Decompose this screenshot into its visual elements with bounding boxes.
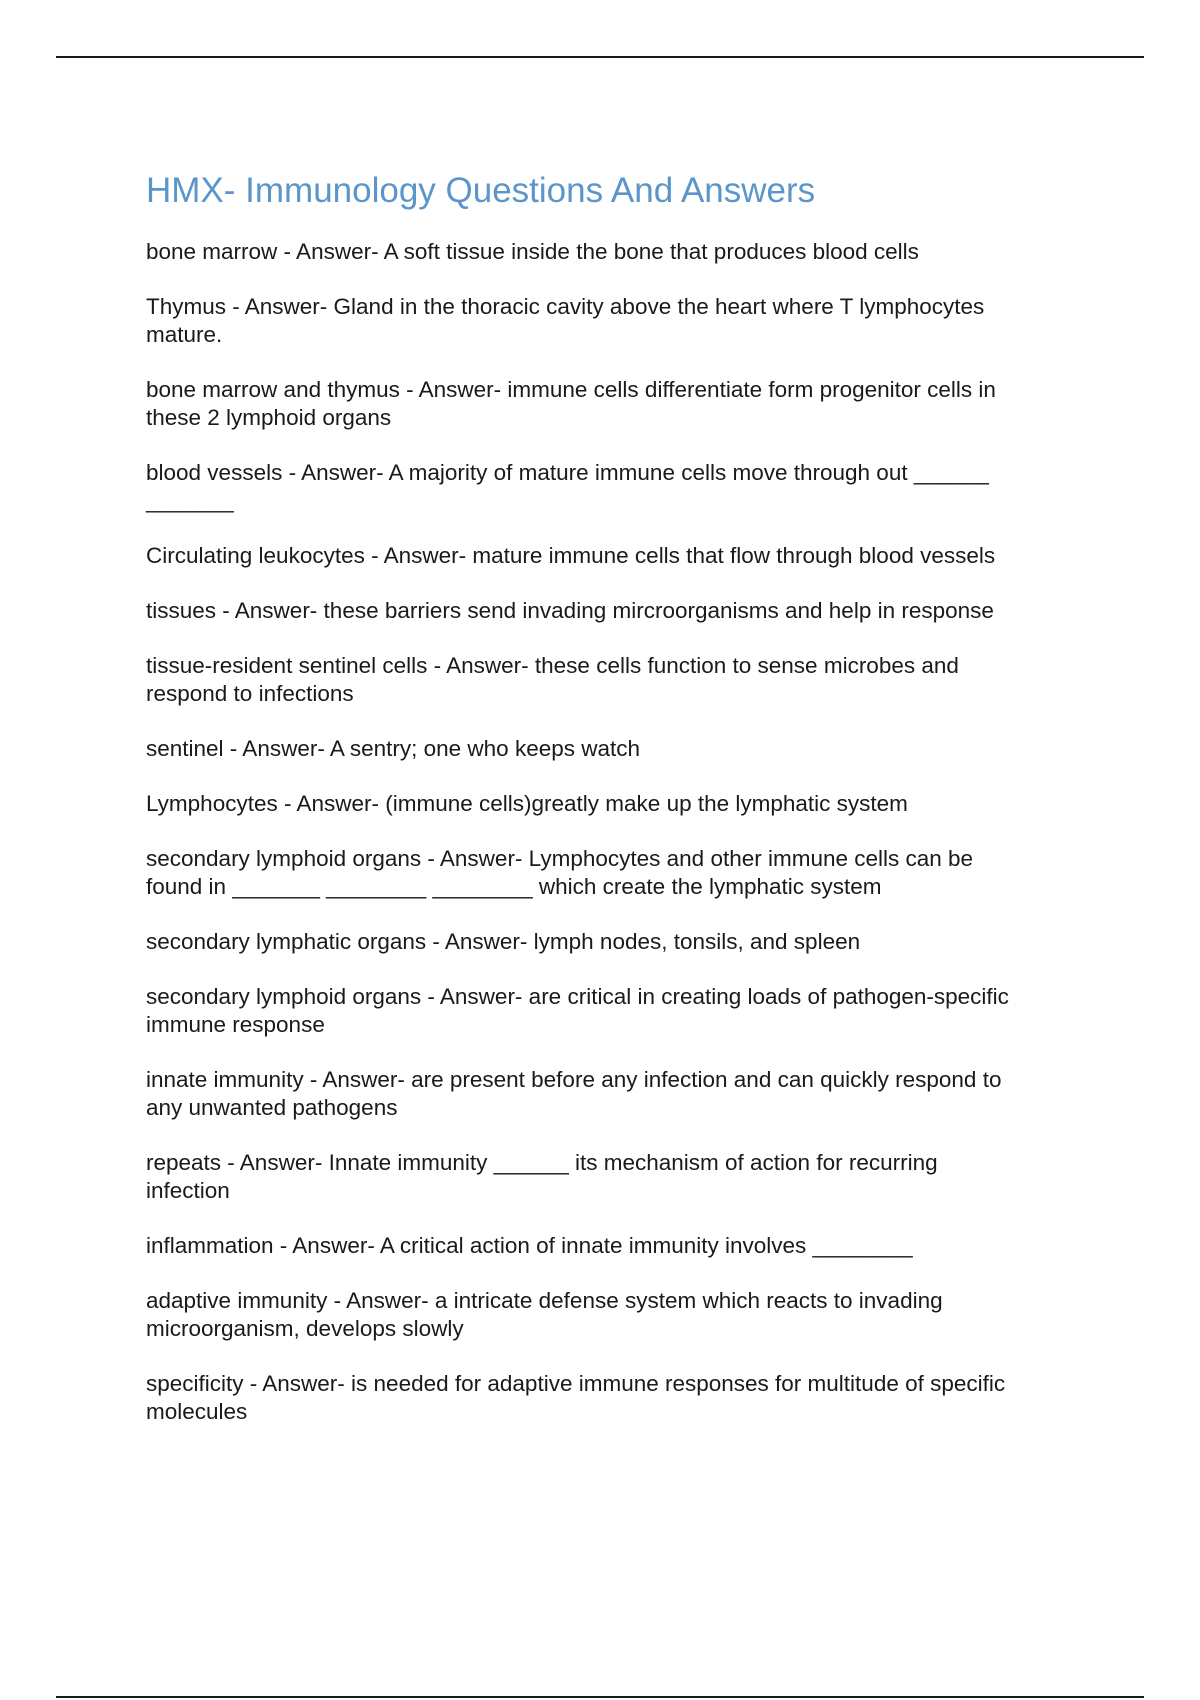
qa-item: Thymus - Answer- Gland in the thoracic cavity above the heart where T lymphocytes mature.	[146, 294, 985, 347]
document-body	[146, 170, 1086, 1453]
qa-item: specificity - Answer- is needed for adaptive immune responses for multitude of specific molecules	[146, 1371, 1006, 1424]
qa-item: inflammation - Answer- A critical action of innate immunity involves ________	[146, 1233, 913, 1258]
bottom-rule	[56, 1696, 1144, 1698]
qa-item: tissues - Answer- these barriers send invading mircroorganisms and help in response	[146, 598, 994, 623]
qa-item: secondary lymphoid organs - Answer- Lymphocytes and other immune cells can be found in _______ ________ ________ which create the lymphatic system	[146, 846, 974, 899]
qa-item: tissue-resident sentinel cells - Answer- these cells function to sense microbes and respond to infections	[146, 653, 959, 706]
qa-item: Lymphocytes - Answer- (immune cells)greatly make up the lymphatic system	[146, 791, 908, 816]
qa-item: secondary lymphatic organs - Answer- lymph nodes, tonsils, and spleen	[146, 929, 861, 954]
qa-item: blood vessels - Answer- A majority of mature immune cells move through out ______ _______	[146, 460, 989, 513]
qa-item: innate immunity - Answer- are present before any infection and can quickly respond to any unwanted pathogens	[146, 1067, 1002, 1120]
qa-item: Circulating leukocytes - Answer- mature immune cells that flow through blood vessels	[146, 543, 996, 568]
top-rule	[56, 56, 1144, 58]
page-title: HMX- Immunology Questions And Answers	[146, 171, 816, 210]
qa-item: bone marrow - Answer- A soft tissue inside the bone that produces blood cells	[146, 239, 919, 264]
qa-item: adaptive immunity - Answer- a intricate defense system which reacts to invading microorganism, develops slowly	[146, 1288, 943, 1341]
qa-item: secondary lymphoid organs - Answer- are critical in creating loads of pathogen-specific immune response	[146, 984, 1009, 1037]
qa-item: repeats - Answer- Innate immunity ______ its mechanism of action for recurring infection	[146, 1150, 938, 1203]
qa-item: sentinel - Answer- A sentry; one who keeps watch	[146, 736, 641, 761]
qa-item: bone marrow and thymus - Answer- immune cells differentiate form progenitor cells in these 2 lymphoid organs	[146, 377, 996, 430]
